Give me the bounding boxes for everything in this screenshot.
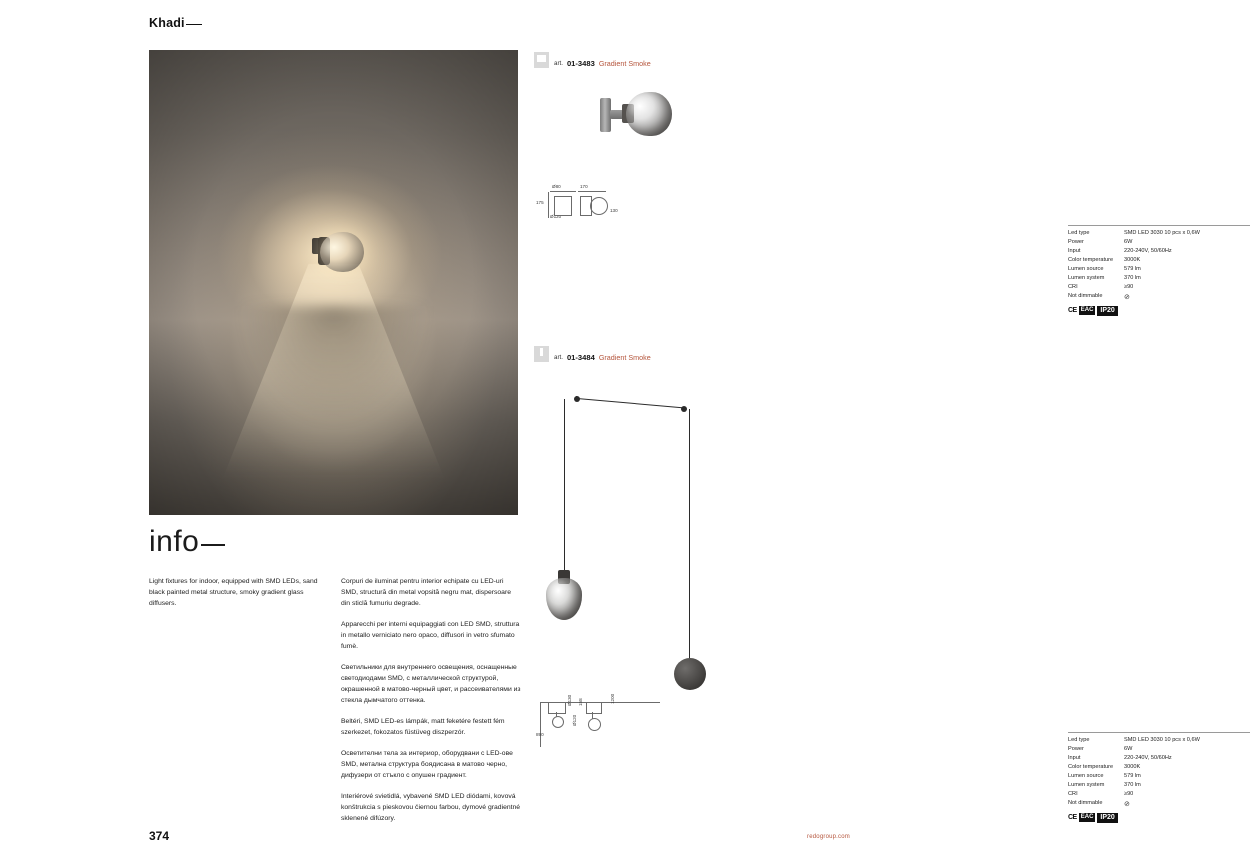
dim-175: 175 <box>536 200 544 205</box>
spec-key: Power <box>1068 746 1084 753</box>
spec-key: CRI <box>1068 791 1078 798</box>
dim-130: 130 <box>610 208 618 213</box>
spec-value: 220-240V, 50/60Hz <box>1124 755 1172 762</box>
certification-badges <box>1068 306 1250 316</box>
suspension-cable-right <box>689 409 690 659</box>
pendant-spec-table <box>1068 732 1250 823</box>
pendant-technical-drawing <box>534 693 716 756</box>
collection-title-text: Khadi <box>149 16 185 30</box>
pendant-lamp-photo <box>534 366 716 696</box>
product-header <box>534 336 716 362</box>
spec-key: Power <box>1068 239 1084 246</box>
finish-label: Gradient Smoke <box>598 352 651 362</box>
spec-value: 370 lm <box>1124 782 1141 789</box>
spec-value: 6W <box>1124 746 1133 753</box>
spec-row <box>1068 799 1250 810</box>
product-header <box>534 42 716 68</box>
wall-lamp-technical-drawing <box>534 184 716 226</box>
dim-diameter-130: Ø130 <box>567 694 572 706</box>
ce-badge: CE <box>1068 814 1077 822</box>
spec-value: 3000K <box>1124 764 1141 771</box>
description-translations <box>341 576 521 834</box>
spec-row <box>1068 229 1250 238</box>
page-number: 374 <box>149 829 170 843</box>
spec-value: SMD LED 3030 10 pcs x 0,6W <box>1124 737 1200 743</box>
dim-diameter-120-pendant: Ø120 <box>572 714 577 726</box>
spec-row <box>1068 283 1250 292</box>
certification-badges <box>1068 813 1250 823</box>
suspension-cable-horizontal <box>577 398 684 409</box>
wall-lamp-photo <box>534 72 716 184</box>
spec-value: 579 lm <box>1124 773 1141 780</box>
art-label: art. <box>554 354 563 361</box>
spec-row <box>1068 763 1250 772</box>
ip-rating-badge: IP20 <box>1097 306 1117 316</box>
spec-key: Color temperature <box>1068 764 1114 771</box>
art-code: 01-3483 <box>566 58 595 68</box>
ce-badge: CE <box>1068 307 1077 315</box>
dim-890: 890 <box>536 732 544 737</box>
dim-diameter-120: Ø120 <box>550 214 562 219</box>
counterweight <box>674 658 706 690</box>
spec-key: Input <box>1068 248 1081 255</box>
spec-row <box>1068 292 1250 303</box>
product-block-wall <box>534 42 1200 315</box>
spec-key: Lumen source <box>1068 773 1104 780</box>
spec-key: Lumen system <box>1068 782 1105 789</box>
spec-value: ⊘ <box>1124 801 1130 809</box>
description-paragraph-hu: Beltéri, SMD LED-es lámpák, matt feketére festett fém szerkezet, fokozatos füstüveg diszperzór. <box>341 718 505 736</box>
description-paragraph-ru: Светильники для внутреннего освещения, оснащенные светодиодами SMD, с металлической структурой, окрашенной в матово-черный цвет, и рассеивателями из стекла дымчатого оттенка. <box>341 664 521 704</box>
spec-key: Led type <box>1068 230 1090 236</box>
spec-row <box>1068 256 1250 265</box>
spec-value: 579 lm <box>1124 266 1141 273</box>
spec-value: SMD LED 3030 10 pcs x 0,6W <box>1124 230 1200 236</box>
art-code: 01-3484 <box>566 352 595 362</box>
eac-badge: EAC <box>1080 814 1094 821</box>
spec-row <box>1068 265 1250 274</box>
spec-row <box>1068 754 1250 763</box>
spec-row <box>1068 274 1250 283</box>
info-underline <box>201 544 225 546</box>
description-paragraph-it: Apparecchi per interni equipaggiati con LED SMD, struttura in metallo verniciato nero opaco, diffusori in vetro sfumato fumè. <box>341 621 520 650</box>
description-paragraph-sk: Interiérové svietidlá, vybavené SMD LED diódami, kovová konštrukcia s pieskovou čiernou farbou, dymové gradientné sklenené difúzory. <box>341 793 521 822</box>
pendant-lamp-icon <box>534 340 550 362</box>
finish-label: Gradient Smoke <box>598 58 651 68</box>
spec-row <box>1068 790 1250 799</box>
description-paragraph: Light fixtures for indoor, equipped with SMD LEDs, sand black painted metal structure, smoky gradient glass diffusers. <box>149 578 318 607</box>
info-heading <box>149 525 225 559</box>
spec-key: Not dimmable <box>1068 800 1103 807</box>
dim-158: 158 <box>578 698 583 706</box>
spec-row <box>1068 772 1250 781</box>
spec-row <box>1068 238 1250 247</box>
dim-1200: 1200 <box>610 693 615 704</box>
product-block-pendant <box>534 336 1200 822</box>
spec-key: Led type <box>1068 737 1090 743</box>
spec-value: ≥90 <box>1124 284 1134 291</box>
spec-value: ⊘ <box>1124 294 1130 302</box>
spec-row <box>1068 781 1250 790</box>
spec-value: 220-240V, 50/60Hz <box>1124 248 1172 255</box>
footer-url: redogroup.com <box>807 834 850 840</box>
suspension-cable-left <box>564 399 565 571</box>
spec-key: Color temperature <box>1068 257 1114 264</box>
cable-joint-left <box>576 396 577 400</box>
spec-key: Input <box>1068 755 1081 762</box>
spec-key: Lumen system <box>1068 275 1105 282</box>
art-label: art. <box>554 60 563 67</box>
spec-key: Lumen source <box>1068 266 1104 273</box>
wall-lamp-spec-table <box>1068 225 1250 316</box>
hero-product-photo <box>149 50 518 515</box>
spec-value: 3000K <box>1124 257 1141 264</box>
spec-row <box>1068 736 1250 745</box>
spec-key: CRI <box>1068 284 1078 291</box>
collection-title <box>149 16 202 30</box>
spec-value: ≥90 <box>1124 791 1134 798</box>
spec-row <box>1068 247 1250 256</box>
description-paragraph-bg: Осветителни тела за интериор, оборудвани с LED-ове SMD, метална структура боядисана в матово черно, дифузери от стъкло с опушен градиент. <box>341 750 513 779</box>
title-underline <box>186 24 202 25</box>
spec-value: 6W <box>1124 239 1133 246</box>
hero-vignette <box>149 50 518 515</box>
wall-lamp-icon <box>534 46 550 68</box>
pendant-diffuser <box>546 578 582 620</box>
spec-key: Not dimmable <box>1068 293 1103 300</box>
spec-row <box>1068 745 1250 754</box>
ip-rating-badge: IP20 <box>1097 813 1117 823</box>
spec-value: 370 lm <box>1124 275 1141 282</box>
info-heading-text: info <box>149 525 200 558</box>
dim-diameter-80: Ø80 <box>552 184 561 189</box>
description-english <box>149 576 329 619</box>
eac-badge: EAC <box>1080 307 1094 314</box>
dim-170: 170 <box>580 184 588 189</box>
description-paragraph-ro: Corpuri de iluminat pentru interior echipate cu LED-uri SMD, structură din metal vopsită negru mat, dispersoare din sticlă fumuriu degrade. <box>341 578 511 607</box>
wall-lamp-diffuser <box>626 92 672 136</box>
